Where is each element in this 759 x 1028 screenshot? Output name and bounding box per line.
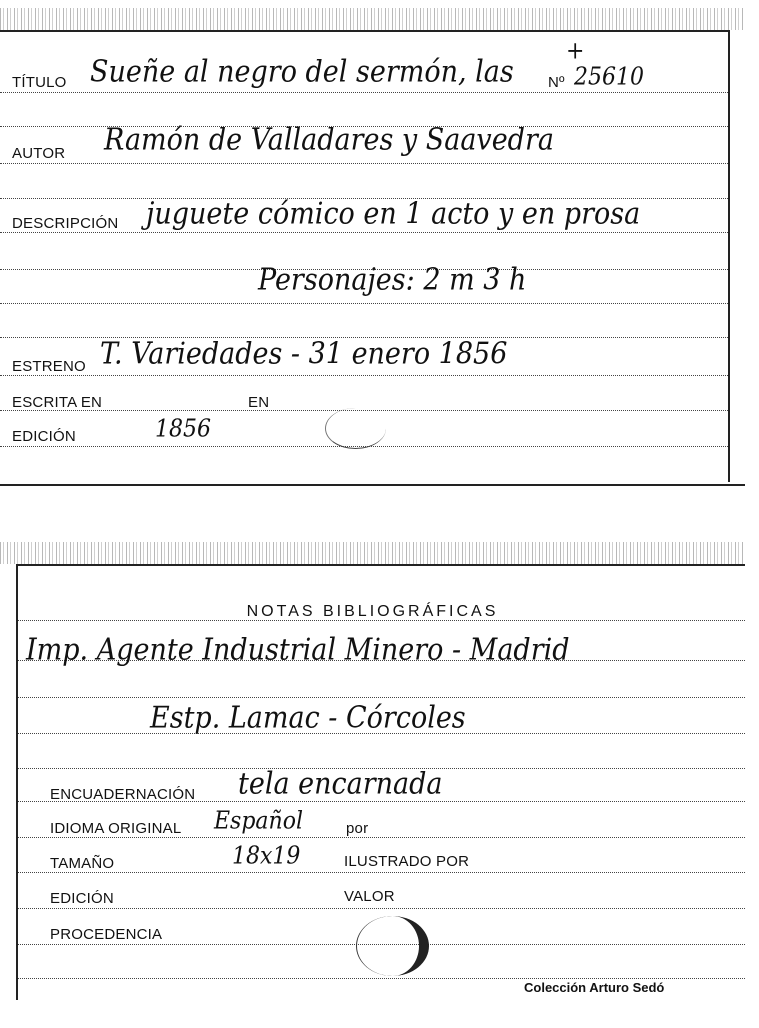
edicion-value: 1856 (155, 415, 211, 443)
encuadernacion-value: tela encarnada (238, 766, 443, 801)
ruled-line (0, 232, 728, 233)
ruled-line (0, 92, 728, 93)
numero-label: Nº (548, 74, 565, 91)
tamano-label: TAMAÑO (50, 855, 115, 872)
card-top-border (0, 30, 730, 32)
notas-heading: NOTAS BIBLIOGRÁFICAS (246, 603, 499, 620)
card-bottom-border (0, 484, 745, 486)
en-label: EN (248, 394, 270, 411)
numero-value: 25610 (574, 63, 644, 91)
catalog-card-top (0, 0, 745, 492)
edicion-label: EDICIÓN (12, 428, 76, 445)
encuadernacion-label: ENCUADERNACIÓN (50, 786, 196, 803)
por-label: por (346, 820, 369, 837)
ruled-line (18, 978, 745, 979)
procedencia-label: PROCEDENCIA (50, 926, 163, 943)
autor-value: Ramón de Valladares y Saavedra (104, 122, 554, 157)
ruled-line (0, 303, 728, 304)
card-top-border (16, 564, 745, 566)
scan-noise-bottom (0, 542, 745, 564)
scan-noise-top (0, 8, 745, 30)
idioma-value: Español (214, 807, 303, 835)
ruled-line (0, 375, 728, 376)
estreno-label: ESTRENO (12, 358, 86, 375)
ruled-line (18, 837, 745, 838)
ruled-line (18, 697, 745, 698)
personajes-value: Personajes: 2 m 3 h (258, 262, 527, 297)
coleccion-credit: Colección Arturo Sedó (524, 980, 665, 995)
ruled-line (18, 872, 745, 873)
ruled-line (0, 163, 728, 164)
ilustrado-label: ILUSTRADO POR (344, 853, 470, 870)
card-right-border (728, 30, 730, 482)
idioma-label: IDIOMA ORIGINAL (50, 820, 182, 837)
card-left-border (16, 564, 18, 1000)
ruled-line (18, 908, 745, 909)
stamp-mark (356, 916, 429, 976)
autor-label: AUTOR (12, 145, 66, 162)
descripcion-value: juguete cómico en 1 acto y en prosa (146, 196, 641, 231)
nota-line-2: Estp. Lamac - Córcoles (150, 700, 466, 735)
titulo-label: TÍTULO (12, 74, 67, 91)
descripcion-label: DESCRIPCIÓN (12, 215, 119, 232)
cross-mark-icon: + (566, 37, 585, 65)
tamano-value: 18x19 (232, 842, 301, 870)
nota-line-1: Imp. Agente Industrial Minero - Madrid (26, 632, 570, 667)
titulo-value: Sueñe al negro del sermón, las (90, 54, 514, 89)
stamp-mark (325, 408, 386, 449)
estreno-value: T. Variedades - 31 enero 1856 (100, 336, 508, 371)
escrita-label: ESCRITA EN (12, 394, 103, 411)
valor-label: VALOR (344, 888, 395, 905)
edicion-bottom-label: EDICIÓN (50, 890, 114, 907)
